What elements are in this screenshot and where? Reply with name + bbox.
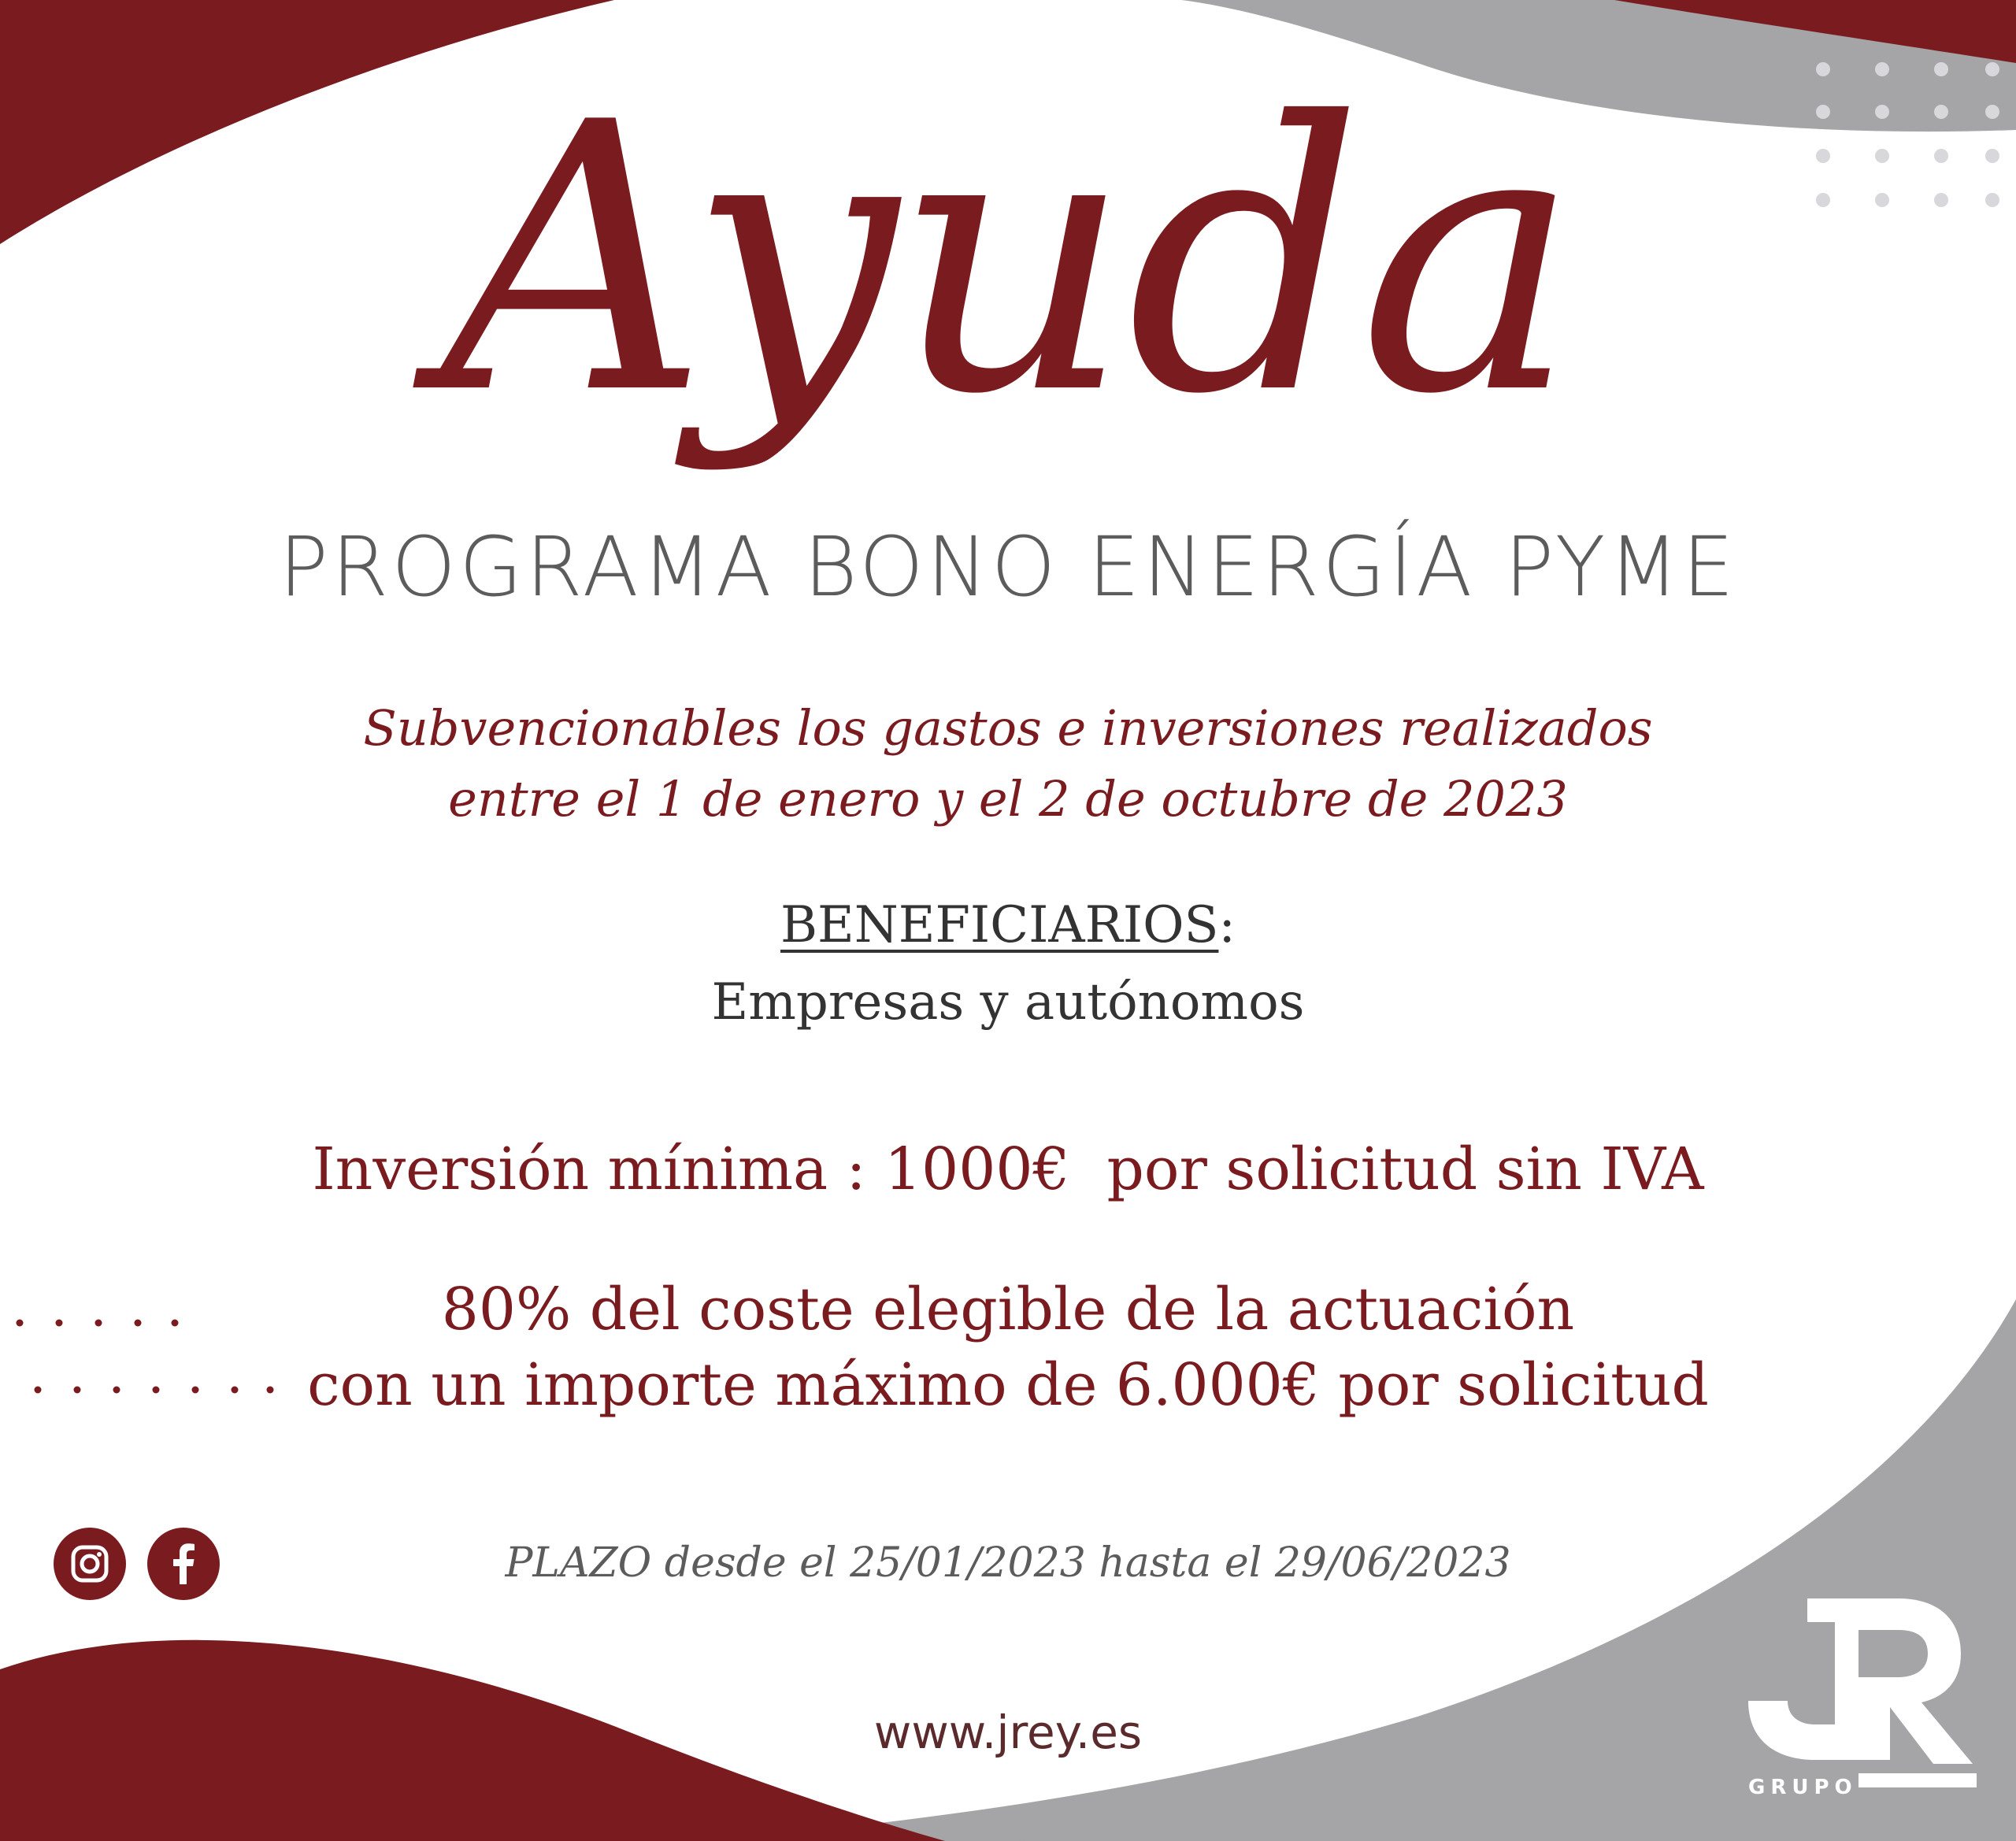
program-name: PROGRAMA BONO ENERGÍA PYME [279, 519, 1737, 615]
logo-label: GRUPO [1748, 1776, 1858, 1799]
jr-logo-icon [1740, 1598, 1977, 1787]
instagram-icon[interactable] [54, 1528, 126, 1600]
facebook-icon[interactable] [147, 1528, 220, 1600]
coverage-line-1: 80% del coste elegible de la actuación [441, 1276, 1575, 1343]
beneficiaries-heading [0, 890, 2016, 961]
beneficiaries-heading-text: BENEFICIARIOS [780, 896, 1219, 954]
eligible-period [0, 693, 2016, 835]
eligible-period-line-1: Subvencionables los gastos e inversiones realizados [363, 699, 1653, 757]
minimum-investment: Inversión mínima : 1000€ por solicitud sin IVA [312, 1135, 1704, 1203]
eligible-period-line-2: entre el 1 de enero y el 2 de octubre de 2023 [448, 770, 1568, 828]
coverage [0, 1272, 2016, 1423]
beneficiaries-value: Empresas y autónomos [711, 973, 1305, 1032]
headline-title: Ayuda [441, 44, 1575, 475]
coverage-line-2: con un importe máximo de 6.000€ por solicitud [307, 1351, 1709, 1419]
deadline: PLAZO desde el 25/01/2023 hasta el 29/06/2023 [505, 1539, 1511, 1587]
website-link[interactable]: www.jrey.es [873, 1706, 1143, 1759]
beneficiaries-colon: : [1218, 896, 1236, 954]
